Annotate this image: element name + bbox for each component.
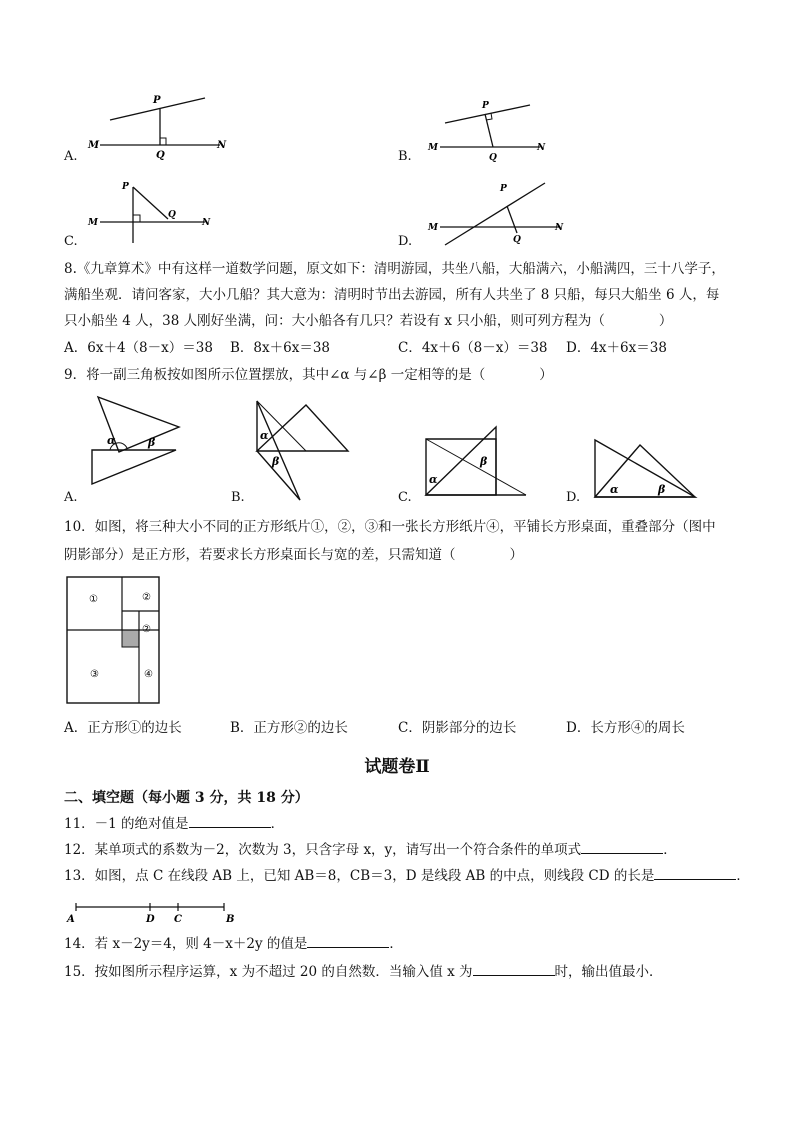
section-2-heading: 二、填空题（每小题 3 分，共 18 分）: [64, 790, 309, 806]
q9-figure-a: [84, 392, 194, 492]
q8-choice-d[interactable]: D．4x＋6x＝38: [566, 340, 667, 356]
q14-text: 14．若 x－2y＝4，则 4－x＋2y 的值是: [64, 936, 308, 952]
q8-choice-a[interactable]: A．6x＋4（8－x）＝38: [64, 340, 213, 356]
q8-choice-c[interactable]: C．4x＋6（8－x）＝38: [398, 340, 548, 356]
square-1-label: ①: [89, 594, 98, 605]
q12-answer-blank[interactable]: [581, 839, 663, 854]
triangle-lower: [92, 450, 176, 484]
square-3-label: ③: [90, 669, 99, 680]
q11-text: 11．－1 的绝对值是: [64, 816, 189, 832]
q12: [64, 839, 677, 860]
point-c-label: C: [174, 914, 182, 924]
label-m: M: [428, 143, 438, 153]
q11-answer-blank[interactable]: [189, 813, 271, 828]
square-2-label: ②: [142, 592, 151, 603]
beta-label: β: [480, 455, 488, 468]
label-q: Q: [489, 153, 497, 163]
slanted-line: [445, 183, 545, 245]
q8-line-1: 8.《九章算术》中有这样一道数学问题，原文如下：清明游园，共坐八船，大船满六，小船满四，三十八学子，: [64, 261, 725, 277]
label-m: M: [428, 223, 438, 233]
beta-label: β: [148, 436, 156, 449]
alpha-label: α: [610, 483, 619, 496]
square-2-label: ②: [142, 624, 151, 635]
q13-answer-blank[interactable]: [654, 865, 736, 880]
label-q: Q: [513, 235, 521, 245]
q8-line-3: 只小船坐 4 人，38 人刚好坐满，问：大小船各有几只？若设有 x 只小船，则可列方程为（ ）: [64, 313, 673, 329]
q8-line-2: 满船坐观．请问客家，大小几船？其大意为：清明时节出去游园，所有人共坐了 8 只船，每只大船坐 6 人，每: [64, 287, 720, 303]
q14: [64, 933, 403, 954]
label-n: N: [537, 143, 546, 153]
q9-figure-d: [590, 435, 705, 501]
q12-text: 12．某单项式的系数为－2，次数为 3，只含字母 x，y，请写出一个符合条件的单项式: [64, 842, 582, 858]
figure-option-a: [80, 90, 230, 160]
option-b-label: B.: [398, 149, 412, 164]
q9-option-a-label: A.: [64, 490, 78, 505]
q10-line-2: 阴影部分）是正方形，若要求长方形桌面长与宽的差，只需知道（ ）: [64, 547, 523, 563]
q10-choice-c[interactable]: C．阴影部分的边长: [398, 720, 517, 736]
point-a-label: A: [67, 914, 75, 924]
figure-option-c: [80, 175, 220, 247]
q9-figure-c: [418, 425, 533, 500]
alpha-label: α: [260, 429, 269, 442]
label-q: Q: [168, 210, 176, 220]
label-m: M: [88, 140, 100, 151]
q15: [64, 961, 663, 982]
q9-option-c-label: C.: [398, 490, 412, 505]
q13-text: 13．如图，点 C 在线段 AB 上，已知 AB＝8，CB＝3，D 是线段 AB 的中点，则线段 CD 的长是: [64, 868, 655, 884]
label-n: N: [217, 140, 227, 151]
right-angle-mark: [133, 215, 140, 222]
q10-figure: [64, 574, 164, 706]
q13-end: ．: [736, 868, 750, 884]
option-a-label: A.: [64, 149, 78, 164]
label-p: P: [122, 182, 129, 192]
q10-line-1: 10．如图，将三种大小不同的正方形纸片①，②，③和一张长方形纸片④，平铺长方形桌面，重叠部分（图中: [64, 519, 716, 535]
option-c-label: C.: [64, 234, 78, 249]
figure-option-b: [420, 95, 560, 165]
alpha-label: α: [107, 434, 116, 447]
q13-segment-figure: [64, 898, 244, 924]
option-d-label: D.: [398, 234, 413, 249]
label-n: N: [555, 223, 564, 233]
point-d-label: D: [146, 914, 155, 924]
beta-label: β: [658, 483, 666, 496]
point-b-label: B: [226, 914, 235, 924]
q10-choice-b[interactable]: B．正方形②的边长: [230, 720, 348, 736]
label-n: N: [202, 218, 211, 228]
q15-end: 时，输出值最小．: [554, 964, 663, 980]
segment-pq: [507, 206, 517, 233]
label-q: Q: [156, 150, 165, 160]
beta-label: β: [272, 455, 280, 468]
q9-option-b-label: B.: [231, 490, 245, 505]
q8-choice-b[interactable]: B．8x＋6x＝38: [230, 340, 331, 356]
q9-figure-b: [248, 395, 358, 505]
label-m: M: [88, 218, 98, 228]
part-2-title: 试题卷Ⅱ: [364, 757, 430, 777]
q14-answer-blank[interactable]: [307, 933, 389, 948]
q14-end: ．: [389, 936, 403, 952]
label-p: P: [153, 95, 161, 106]
rect-4-label: ④: [144, 669, 153, 680]
label-p: P: [482, 101, 489, 111]
q10-choice-d[interactable]: D．长方形④的周长: [566, 720, 685, 736]
alpha-label: α: [429, 473, 438, 486]
q12-end: ．: [663, 842, 677, 858]
right-angle-mark: [160, 138, 166, 145]
q11-end: ．: [270, 816, 285, 832]
q15-answer-blank[interactable]: [473, 961, 555, 976]
q9-option-d-label: D.: [566, 490, 581, 505]
label-p: P: [500, 184, 507, 194]
triangle: [426, 427, 526, 495]
figure-option-d: [420, 175, 580, 247]
segment-pq: [133, 187, 168, 219]
q15-text: 15．按如图所示程序运算，x 为不超过 20 的自然数．当输入值 x 为: [64, 964, 473, 980]
q9-question: 9．将一副三角板按如图所示位置摆放，其中∠α 与∠β 一定相等的是（ ）: [64, 367, 553, 383]
q11: [64, 813, 284, 834]
q10-choice-a[interactable]: A．正方形①的边长: [64, 720, 182, 736]
q13: [64, 865, 750, 886]
triangle-wide: [257, 405, 348, 451]
shaded-overlap: [122, 630, 139, 647]
